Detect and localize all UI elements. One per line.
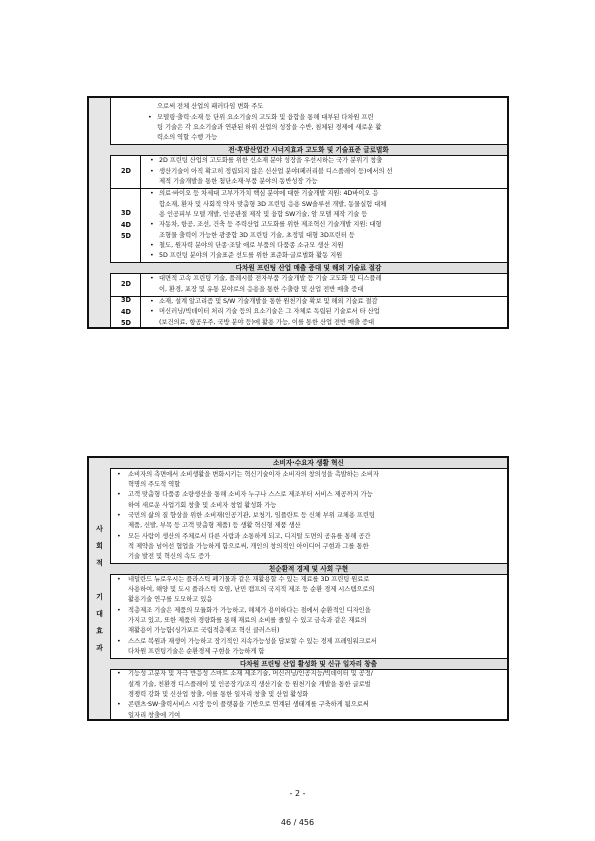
dimension-label-text: 3D [120,208,132,217]
row-text-line: 조형물 출력이 가능한 광중합 3D 프린팅 기술, 초정밀 대형 3D프린터 등 [159,231,355,239]
bullet-marker: • [117,470,121,478]
social-effects-body [110,458,507,719]
effect-text-line: 네덜란드 뉴로우시는 플라스틱 폐기물과 같은 재활용할 수 있는 재료를 3D 프린팅 원료로 [128,575,370,583]
effect-text-line: 국민의 삶의 질 향상을 위한 소비재(인공기관, 보청기, 임플란트 등 신체 부위 교체용 프린팅 [128,511,375,519]
row-text-line: 합소재, 환자 및 사회적 약자 맞춤형 3D 프린팅 응용 SW솔루션 개발, 동물실험 대체 [159,200,387,208]
row-text-line: 생산기술이 아직 확고히 정립되지 않은 신산업 분야(페러리블 디스플레이 등)에서의 선 [159,167,393,175]
effect-text-line: 하여 새로운 사업기회 창출 및 소비자 창업 활성화 가능 [128,501,277,509]
vertical-label-char: 회 [96,541,103,550]
section-side-column [89,98,111,327]
bullet-marker: • [150,157,154,165]
page-count: 46 / 456 [280,818,315,827]
dimension-label-text: 2D [120,279,132,288]
section-social-effects-table [87,456,509,721]
row-text-line: 철도, 원자력 분야의 단종·조달 애로 부품의 다품종 소규모 생산 지원 [159,241,344,249]
intro-text-line: 팅 기술은 각 요소기술과 연관된 하위 산업의 성장을 수반, 침체된 경제에 새로운 활 [157,124,382,132]
vertical-label-char: 대 [96,609,103,618]
page-number: - 2 - [289,789,306,798]
bullet-marker: • [150,241,154,249]
dimension-label-text: 5D [120,232,132,241]
vertical-label-char: 적 [96,558,103,567]
effect-header: 소비자·수요자 생활 혁신 [110,458,507,469]
row-text-line: 2D 프린팅 산업의 고도화를 위한 신소재 분야 성장을 우선시하는 국가 분위기 창출 [159,157,383,165]
section-header: 전·후방산업간 시너지효과 고도화 및 기술표준 글로벌화 [110,144,507,156]
row-text-line: 제적 기술개발을 통한 첨단소재·부품 분야의 동반성장 가능 [159,178,318,185]
bullet-marker: • [117,491,121,499]
dimension-label-text: 4D [120,307,132,316]
section-body [110,98,507,327]
dimension-label-text: 2D [120,167,132,176]
effect-text-line: 재활용이 가능함(싱가포르 국립적층제조 혁신 클러스터) [128,627,280,635]
vertical-label-char: 효 [96,626,103,635]
effect-text-line: 콘텐츠·SW·출력서비스 시장 등이 플랫폼을 기반으로 연계된 생태계를 구축하게 됨으로써 [128,701,369,709]
effect-text-line: 일자리 창출에 기여 [128,711,181,719]
row-text-line: 소재, 설계 알고리즘 및 S/W 기술개발을 통한 원천기술 확보 및 해외 기술료 절감 [159,298,378,305]
social-side-column [89,458,111,719]
effect-text-line: 경쟁력 강화 및 신산업 창출, 이를 통한 일자리 창출 및 산업 활성화 [128,690,309,698]
vertical-label-char: 과 [96,643,103,652]
bullet-marker: • [117,575,121,583]
row-text-line: 머신러닝/빅데이터 처리 기술 등의 요소기술은 그 자체로 독립된 기술로서 타 산업 [159,308,380,316]
row-text-line: 이, 환경, 포장 및 유통 분야로의 응용을 통한 수출량 및 산업 전반 매출 증대 [159,285,364,293]
effect-header: 친순환적 경제 및 사회 구현 [110,563,507,575]
row-text-line: 의료·바이오 등 차세대 고부가가치 핵심 분야에 대한 기술개발 지원: 4D바이오 응 [159,190,379,198]
bullet-marker: • [117,606,121,614]
intro-text-line: 력소의 역할 수행 가능 [157,134,218,142]
bullet-marker: • [117,637,121,645]
bullet-marker: • [150,275,154,283]
effect-text-line: 소비자의 측면에서 소비생활을 변화시키는 혁신기술이자 소비자의 창의성을 촉발하는 소비자 [128,470,379,478]
dimension-label-text: 3D [120,296,132,305]
section-header: 다차원 프린팅 산업 매출 증대 및 해외 기술료 절감 [110,262,507,274]
effect-text-line: 혁명의 주도적 역할 [128,480,181,488]
bullet-marker: • [150,308,154,316]
bullet-marker: • [150,167,154,175]
row-text-line: (보건의료, 항공우주, 국방 분야 등)에 활용 가능, 이를 통한 산업 전반 매출 증대 [159,318,375,326]
label-divider [140,273,141,329]
bullet-marker: • [150,221,154,229]
bullet-marker: • [148,114,152,122]
row-dimension-label [114,295,138,330]
effect-header: 다차원 프린팅 산업 활성화 및 신규 일자리 창출 [110,658,507,670]
row-text-line: 5D 프린팅 분야의 기술표준 선도를 위한 표준화·글로벌화 활동 지원 [159,252,343,260]
effect-text-line: 스스로 복원과 재생이 가능하고 장기적인 지속가능성을 담보할 수 있는 경제 프레임워크로서 [128,637,377,645]
effect-text-line: 사용하여, 해양 및 도시 플라스틱 오염, 난민 캠프의 국지적 제조 등 순환 경제 시스템으로의 [128,585,375,593]
row-dimension-label [114,208,138,243]
effect-text-line: 활용기술 연구를 도모하고 있음 [128,596,213,604]
row-text-line: 대면적 고속 프린팅 기술, 플레시블 전자부품 기술개발 등 기술 고도화 및 디스플레 [159,275,382,283]
intro-text-line: 으로써 전체 산업의 패러다임 변화 주도 [157,103,264,110]
dimension-label-text: 5D [120,319,132,328]
effect-text-line: 기술 발전 및 혁신의 속도 증가 [128,553,211,561]
vertical-label-char: 기 [96,592,103,601]
bullet-marker: • [117,670,121,678]
bullet-marker: • [150,298,154,305]
row-text-line: 자동차, 항공, 조선, 건축 등 주력산업 고도화를 위한 제조혁신 기술개발 지원: 대형 [159,221,382,229]
effect-text-line: 적층제조 기술은 제품의 모듈화가 가능하고, 해체가 용이하다는 점에서 순환적인 디자인을 [128,606,371,614]
effect-text-line: 제품, 신발, 부목 등 고객 맞춤형 제품) 등 생활 혁신형 제품 생산 [128,522,301,530]
section-effects-table [87,96,509,329]
bullet-marker: • [150,190,154,198]
bullet-marker: • [117,532,121,540]
row-dimension-label [114,166,138,178]
label-divider [140,155,141,262]
bullet-marker: • [117,701,121,709]
effect-text-line: 모든 사람이 생산의 주체로서 다른 사람과 소통하게 되고, 디지털 도면의 공유를 통해 공간 [128,532,371,540]
effect-text-line: 다차원 프린팅기술은 순환경제 구현을 가능하게 함 [128,648,265,655]
intro-text-line: 모델링·출력·소재 등 단위 요소기술의 고도화 및 융합을 통해 대부된 다차원 프린 [157,114,374,122]
social-effects-vertical-label [89,458,110,719]
bullet-marker: • [150,252,154,260]
row-dimension-label [114,279,138,291]
bullet-marker: • [117,511,121,519]
effect-text-line: 설계 기술, 친환경 디스플레이 및 인공장기/조직 생산기술 등 원천기술 개발을 통한 글로벌 [128,680,371,688]
effect-text-line: 가지고 있고, 또한 제품의 경량화를 통해 재료의 소비를 줄일 수 있고 금속과 같은 재료의 [128,616,367,624]
vertical-label-char [98,572,100,589]
vertical-label-char: 사 [96,524,103,533]
dimension-label-text: 4D [120,220,132,229]
effect-text-line: 기능성 고분자 및 자극 반응성 스마트 소재 제조기술, 머신러닝/인공지능/빅데이터 및 공정/ [128,670,373,678]
effect-text-line: 적 제약을 넘어선 협업을 가능하게 함으로써, 개인의 창의적인 아이디어 구현과 그를 통한 [128,542,369,550]
effect-text-line: 고객 맞춤형 다품종 소량생산을 통해 소비자 누구나 스스로 제조부터 서비스 제공까지 가능 [128,491,373,499]
row-text-line: 용 인공피부 모델 개발, 인공관절 제작 및 융합 SW기술, 암 모델 제작 기술 등 [159,210,368,218]
